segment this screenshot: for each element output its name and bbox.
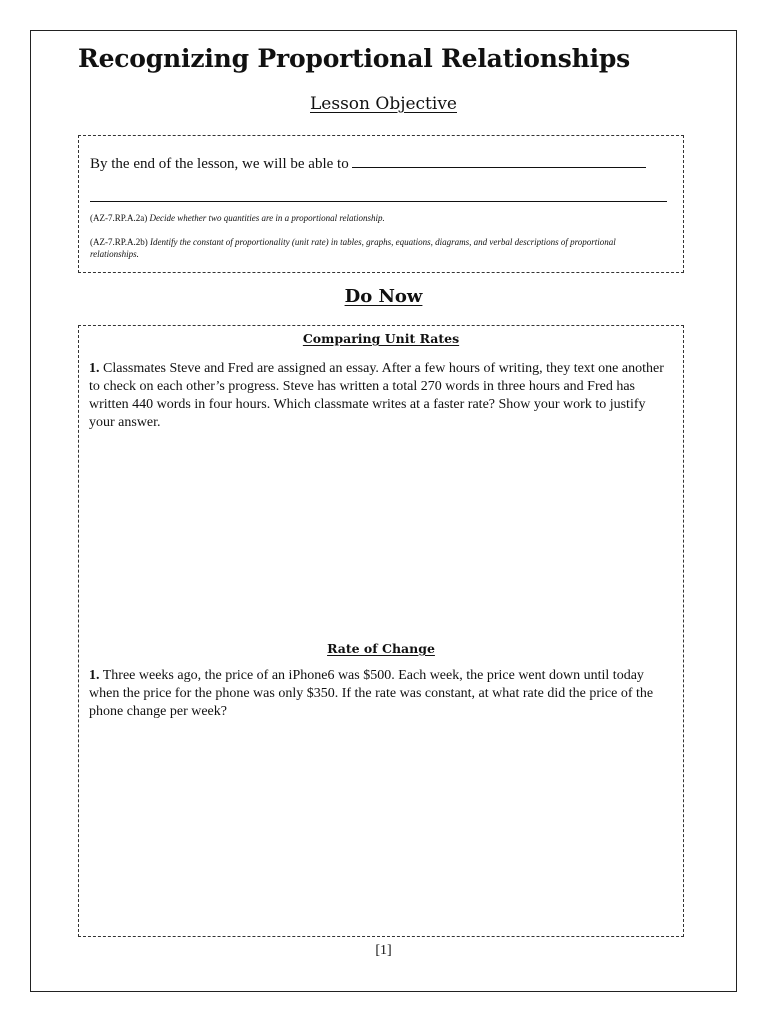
problem-text: Classmates Steve and Fred are assigned an essay. After a few hours of writing, they text one another to check on each other’s progress. Steve has written a total 270 words in three hours and Fred has written 440 words in four hours. Which classmate writes at a faster rate? Show your work to justify your answer. bbox=[89, 361, 664, 430]
page-number: [1] bbox=[375, 943, 392, 958]
objective-answer-line bbox=[90, 201, 667, 202]
problem-rate-of-change bbox=[89, 667, 673, 721]
objective-prompt: By the end of the lesson, we will be able to bbox=[90, 156, 349, 172]
objective-prompt-line bbox=[90, 153, 646, 173]
comparing-unit-rates-heading: Comparing Unit Rates bbox=[302, 331, 460, 346]
do-now-box bbox=[78, 325, 684, 937]
standard-code: (AZ-7.RP.A.2b) bbox=[90, 237, 148, 247]
lesson-objective-box bbox=[78, 135, 684, 273]
rate-of-change-heading: Rate of Change bbox=[327, 641, 435, 656]
objective-answer-blank bbox=[352, 153, 646, 168]
standard-1 bbox=[90, 212, 650, 224]
do-now-heading: Do Now bbox=[344, 286, 423, 307]
standard-text: Identify the constant of proportionality (unit rate) in tables, graphs, equations, diagrams, and verbal descriptions of proportional relationships. bbox=[90, 237, 616, 259]
problem-unit-rates bbox=[89, 360, 673, 432]
problem-text: Three weeks ago, the price of an iPhone6 was $500. Each week, the price went down until today when the price for the phone was only $350. If the rate was constant, at what rate did the price of the phone change per week? bbox=[89, 668, 654, 719]
problem-number: 1. bbox=[89, 668, 100, 683]
problem-number: 1. bbox=[89, 361, 100, 376]
standard-code: (AZ-7.RP.A.2a) bbox=[90, 213, 148, 223]
lesson-objective-heading: Lesson Objective bbox=[310, 94, 457, 114]
standard-text: Decide whether two quantities are in a proportional relationship. bbox=[149, 213, 385, 223]
standard-2 bbox=[90, 236, 650, 260]
page-title: Recognizing Proportional Relationships bbox=[78, 44, 631, 73]
